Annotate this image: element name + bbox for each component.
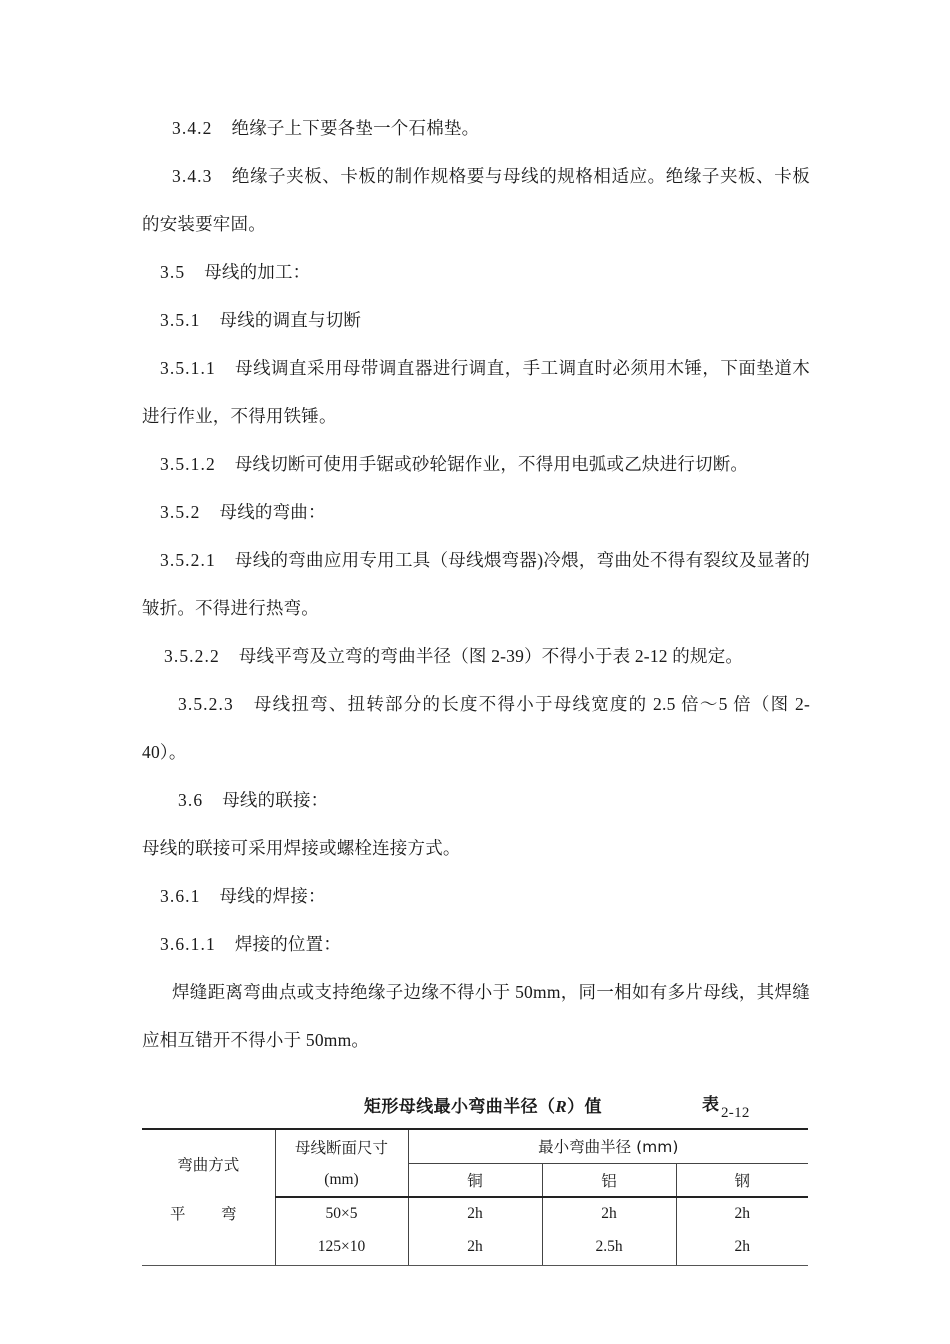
clause-text: 母线调直采用母带调直器进行调直，手工调直时必须用木锤，下面垫道木进行作业，不得用铁锤。 bbox=[142, 358, 810, 426]
clause-text: 绝缘子夹板、卡板的制作规格要与母线的规格相适应。绝缘子夹板、卡板的安装要牢固。 bbox=[142, 166, 810, 234]
clause-number: 3.6.1.1 bbox=[160, 934, 216, 954]
clause-number: 3.5 bbox=[160, 262, 186, 282]
table-label-index: 2-12 bbox=[721, 1105, 750, 1121]
clause-number: 3.6.1 bbox=[160, 886, 201, 906]
page-content bbox=[142, 104, 810, 1266]
clause-text: 母线的联接： bbox=[222, 790, 329, 810]
paragraph-3-5-2-3 bbox=[142, 680, 810, 776]
cell-aluminum: 2.5h bbox=[542, 1229, 676, 1265]
table-title bbox=[364, 1092, 602, 1117]
table-caption bbox=[142, 1086, 810, 1126]
clause-number: 3.4.2 bbox=[172, 118, 213, 138]
clause-number: 3.5.1.1 bbox=[160, 358, 216, 378]
table-row bbox=[142, 1229, 808, 1265]
paragraph-3-5-2-1 bbox=[142, 536, 810, 632]
cell-bend-method bbox=[142, 1229, 275, 1265]
clause-number: 3.5.2.3 bbox=[178, 694, 234, 714]
header-material-steel: 钢 bbox=[676, 1163, 808, 1197]
clause-text: 母线切断可使用手锯或砂轮锯作业，不得用电弧或乙炔进行切断。 bbox=[234, 454, 749, 474]
paragraph-3-6-body bbox=[142, 824, 810, 872]
paragraph-3-5-1 bbox=[142, 296, 810, 344]
header-section-size-unit: (mm) bbox=[275, 1163, 408, 1197]
table-header-row-1 bbox=[142, 1129, 808, 1163]
table-row bbox=[142, 1197, 808, 1229]
clause-text: 母线的焊接： bbox=[219, 886, 326, 906]
paragraph-3-5-1-1 bbox=[142, 344, 810, 440]
cell-steel: 2h bbox=[676, 1229, 808, 1265]
clause-text: 母线的调直与切断 bbox=[219, 310, 362, 330]
cell-copper: 2h bbox=[408, 1197, 542, 1229]
table-title-suffix: ）值 bbox=[567, 1097, 602, 1117]
cell-bend-method: 平 弯 bbox=[169, 1205, 247, 1223]
clause-number: 3.5.2 bbox=[160, 502, 201, 522]
clause-text: 母线的弯曲： bbox=[219, 502, 326, 522]
cell-section-size: 50×5 bbox=[275, 1197, 408, 1229]
paragraph-3-5-1-2 bbox=[142, 440, 810, 488]
clause-number: 3.5.2.1 bbox=[160, 550, 216, 570]
header-material-copper: 铜 bbox=[408, 1163, 542, 1197]
paragraph-3-5-2 bbox=[142, 488, 810, 536]
paragraph-3-4-2 bbox=[142, 104, 810, 152]
clause-number: 3.5.2.2 bbox=[164, 646, 220, 666]
cell-section-size: 125×10 bbox=[275, 1229, 408, 1265]
table-title-prefix: 矩形母线最小弯曲半径（ bbox=[364, 1097, 556, 1117]
cell-aluminum: 2h bbox=[542, 1197, 676, 1229]
clause-text: 焊接的位置： bbox=[234, 934, 342, 954]
paragraph-3-6-1-1-body bbox=[142, 968, 810, 1064]
paragraph-3-5-2-2 bbox=[142, 632, 810, 680]
clause-text: 绝缘子上下要各垫一个石棉垫。 bbox=[231, 118, 480, 138]
table-title-variable: R bbox=[555, 1097, 568, 1116]
table-number-label bbox=[702, 1090, 750, 1121]
clause-text: 母线的联接可采用焊接或螺栓连接方式。 bbox=[142, 838, 461, 858]
paragraph-3-6 bbox=[142, 776, 810, 824]
clause-number: 3.4.3 bbox=[172, 166, 213, 186]
clause-text: 母线的加工： bbox=[204, 262, 311, 282]
clause-text: 母线的弯曲应用专用工具（母线煨弯器)冷煨，弯曲处不得有裂纹及显著的皱折。不得进行热弯。 bbox=[142, 550, 810, 618]
cell-copper: 2h bbox=[408, 1229, 542, 1265]
minimum-bend-radius-table bbox=[142, 1128, 808, 1266]
header-bend-method: 弯曲方式 bbox=[142, 1129, 275, 1197]
clause-text: 焊缝距离弯曲点或支持绝缘子边缘不得小于 50mm，同一相如有多片母线，其焊缝应相互错开不得小于 50mm。 bbox=[142, 982, 810, 1050]
header-section-size: 母线断面尺寸 bbox=[275, 1129, 408, 1163]
paragraph-3-6-1 bbox=[142, 872, 810, 920]
clause-text: 母线平弯及立弯的弯曲半径（图 2-39）不得小于表 2-12 的规定。 bbox=[238, 646, 744, 666]
clause-text: 母线扭弯、扭转部分的长度不得小于母线宽度的 2.5 倍～5 倍（图 2-40）。 bbox=[142, 694, 810, 762]
paragraph-3-5 bbox=[142, 248, 810, 296]
clause-number: 3.6 bbox=[178, 790, 204, 810]
clause-number: 3.5.1.2 bbox=[160, 454, 216, 474]
paragraph-3-4-3 bbox=[142, 152, 810, 248]
clause-number: 3.5.1 bbox=[160, 310, 201, 330]
header-min-radius-group: 最小弯曲半径 (mm) bbox=[408, 1129, 808, 1163]
table-label-word: 表 bbox=[702, 1095, 719, 1115]
paragraph-3-6-1-1 bbox=[142, 920, 810, 968]
cell-steel: 2h bbox=[676, 1197, 808, 1229]
header-material-aluminum: 铝 bbox=[542, 1163, 676, 1197]
